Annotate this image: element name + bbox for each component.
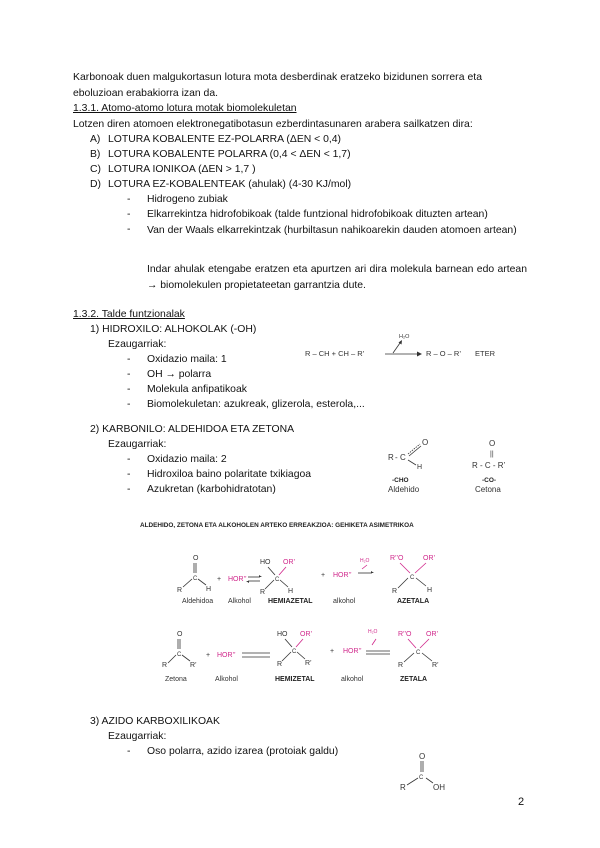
svg-text:C: C: [275, 577, 280, 583]
svg-text:C: C: [419, 775, 424, 781]
list-item: - Oxidazio maila: 1: [127, 354, 227, 365]
section-lead: Lotzen diren atomoen elektronegatibotasun ezberdintasunaren arabera sailkatzen dira:: [73, 119, 473, 130]
svg-text:HO: HO: [260, 559, 271, 566]
svg-text:R’: R’: [190, 662, 197, 669]
list-item: - Hidroxiloa baino polaritate txikiagoa: [127, 469, 312, 480]
svg-text:+: +: [206, 652, 211, 659]
svg-text:C: C: [177, 652, 182, 658]
aldehyde-name: Aldehido: [388, 485, 420, 494]
carboxylic-heading: 3) AZIDO KARBOXILIKOAK: [90, 716, 220, 727]
hemiketal-molecule: [277, 631, 313, 668]
svg-text:C: C: [193, 576, 198, 582]
svg-text:OR’: OR’: [300, 631, 313, 638]
list-item: - Van der Waals elkarrekintzak (hurbiltasun nahikoarekin dauden atomoen artean): [127, 224, 517, 236]
svg-text:R: R: [260, 589, 266, 596]
svg-text:R’: R’: [305, 660, 312, 667]
list-item: - Molekula anfipatikoak: [127, 384, 247, 395]
section-title-1-3-1: 1.3.1. Atomo-atomo lotura motak biomolekuletan: [73, 103, 297, 114]
svg-text:R: R: [162, 662, 168, 669]
svg-text:HO: HO: [277, 631, 288, 638]
svg-text:HOR’’: HOR’’: [333, 572, 352, 579]
list-item: - Elkarrekintza hidrofobikoak (talde funtzional hidrofobikoak dituzten artean): [127, 209, 488, 220]
carbonyl-features-label: Ezaugarriak:: [108, 439, 167, 450]
svg-text:R: R: [388, 453, 394, 462]
aldehyde-formula: -CHO: [392, 477, 409, 484]
svg-text:HOR’’: HOR’’: [228, 576, 247, 583]
list-item: - Oxidazio maila: 2: [127, 454, 227, 465]
svg-text:H: H: [288, 588, 294, 595]
label-alkohol-1: Alkohol: [228, 598, 251, 605]
svg-text:O: O: [489, 439, 496, 448]
list-item: - Oso polarra, azido izarea (protoiak galdu): [127, 746, 339, 757]
list-item: - Hidrogeno zubiak: [127, 194, 228, 205]
list-item: C) LOTURA IONIKOA (ΔEN > 1,7 ): [90, 164, 256, 175]
label-hemizetal: HEMIZETAL: [275, 676, 315, 683]
svg-text:H: H: [427, 587, 433, 594]
list-item: D) LOTURA EZ-KOBALENTEAK (ahulak) (4-30 KJ/mol): [90, 179, 352, 190]
label-azetala: AZETALA: [397, 598, 430, 605]
svg-text:O: O: [422, 438, 429, 447]
ether-reaction-diagram: [305, 328, 505, 364]
weak-forces-note: Indar ahulak etengabe eratzen eta apurtzen ari dira molekula barnean edo artean → biomolekulen propietateetan garrantzia dute.: [147, 264, 527, 291]
svg-text:H₂O: H₂O: [368, 629, 378, 635]
svg-text:R: R: [398, 662, 404, 669]
label-alkohol-4: alkohol: [341, 676, 364, 683]
intro-line-2: eboluzioan erabakiorra izan da.: [73, 88, 218, 99]
weak-bond-sublist: [127, 193, 527, 238]
aldehyde-ketone-structures: [380, 430, 530, 500]
svg-text:H: H: [417, 464, 423, 471]
intro-line-1: Karbonoak duen malgukortasun lotura mota desberdinak eratzeko bizidunen sorrera eta: [73, 72, 483, 83]
water-label: H₂O: [399, 334, 410, 340]
svg-text:R: R: [400, 783, 406, 792]
label-alkohol-3: Alkohol: [215, 676, 238, 683]
svg-text:R: R: [277, 661, 283, 668]
svg-text:R - C - R’: R - C - R’: [472, 461, 506, 470]
svg-text:O: O: [193, 555, 199, 562]
svg-text:+: +: [217, 576, 222, 583]
svg-text:-: -: [395, 453, 398, 462]
svg-text:OR’: OR’: [283, 559, 296, 566]
svg-text:C: C: [416, 650, 421, 656]
svg-text:R: R: [392, 588, 398, 595]
svg-text:H: H: [206, 586, 212, 593]
svg-text:R: R: [177, 587, 183, 594]
page-number: 2: [518, 796, 525, 808]
ketone-structure: [472, 439, 506, 494]
ketone-formula: -CO-: [482, 477, 497, 484]
svg-text:+: +: [330, 648, 335, 655]
ketal-molecule: [398, 631, 439, 669]
ketone-molecule: [162, 631, 197, 669]
svg-text:R’’O: R’’O: [398, 631, 412, 638]
list-item: B) LOTURA KOBALENTE POLARRA (0,4 < ΔEN < 1,7): [90, 149, 351, 160]
aldehyde-structure: [388, 438, 428, 494]
label-zetala: ZETALA: [400, 676, 428, 683]
svg-text:OH: OH: [433, 783, 445, 792]
reactants: R – CH + CH – R’: [305, 349, 365, 358]
svg-text:C: C: [400, 453, 406, 462]
svg-text:OR’: OR’: [426, 631, 439, 638]
hydroxyl-features-label: Ezaugarriak:: [108, 339, 167, 350]
list-item: - Biomolekuletan: azukreak, glizerola, esterola,...: [127, 399, 365, 410]
svg-text:R’: R’: [432, 662, 439, 669]
hydroxyl-heading: 1) HIDROXILO: ALHOKOLAK (-OH): [90, 324, 257, 335]
label-hemiazetal: HEMIAZETAL: [268, 598, 313, 605]
acetal-reaction-figure: [140, 515, 480, 690]
svg-text:+: +: [321, 572, 326, 579]
svg-text:O: O: [177, 631, 183, 638]
list-item: - Azukretan (karbohidratotan): [127, 484, 276, 495]
svg-text:HOR’’: HOR’’: [343, 648, 362, 655]
arrow-head: [417, 352, 422, 357]
acetal-molecule: [390, 555, 436, 595]
carboxylic-features: [127, 745, 338, 760]
list-item: - OH → polarra: [127, 369, 212, 380]
svg-text:C: C: [292, 649, 297, 655]
hemiacetal-molecule: [260, 559, 296, 596]
svg-text:OR’: OR’: [423, 555, 436, 562]
svg-text:||: ||: [490, 451, 494, 458]
ether-label: ETER: [475, 349, 496, 358]
label-zetona: Zetona: [165, 676, 187, 683]
label-aldehydoa: Aldehidoa: [182, 598, 214, 605]
svg-text:H₂O: H₂O: [360, 558, 370, 564]
carbonyl-heading: 2) KARBONILO: ALDEHIDOA ETA ZETONA: [90, 424, 295, 435]
bond-type-list: [90, 133, 351, 193]
svg-text:O: O: [419, 752, 426, 761]
carboxylic-features-label: Ezaugarriak:: [108, 731, 167, 742]
label-alkohol-2: alkohol: [333, 598, 356, 605]
carboxylic-acid-structure: [395, 748, 465, 793]
product: R – O – R’: [426, 349, 462, 358]
svg-text:HOR’’: HOR’’: [217, 652, 236, 659]
list-item: A) LOTURA KOBALENTE EZ-POLARRA (ΔEN < 0,4): [90, 134, 342, 145]
section-title-1-3-2: 1.3.2. Talde funtzionalak: [73, 309, 185, 320]
ketone-name: Cetona: [475, 485, 501, 494]
svg-text:R’’O: R’’O: [390, 555, 404, 562]
aldehyde-molecule: [177, 555, 211, 594]
svg-text:C: C: [410, 575, 415, 581]
carbonyl-features: [127, 453, 311, 498]
figure-title: ALDEHIDO, ZETONA ETA ALKOHOLEN ARTEKO ERREAKZIOA: GEHIKETA ASIMETRIKOA: [140, 522, 414, 529]
